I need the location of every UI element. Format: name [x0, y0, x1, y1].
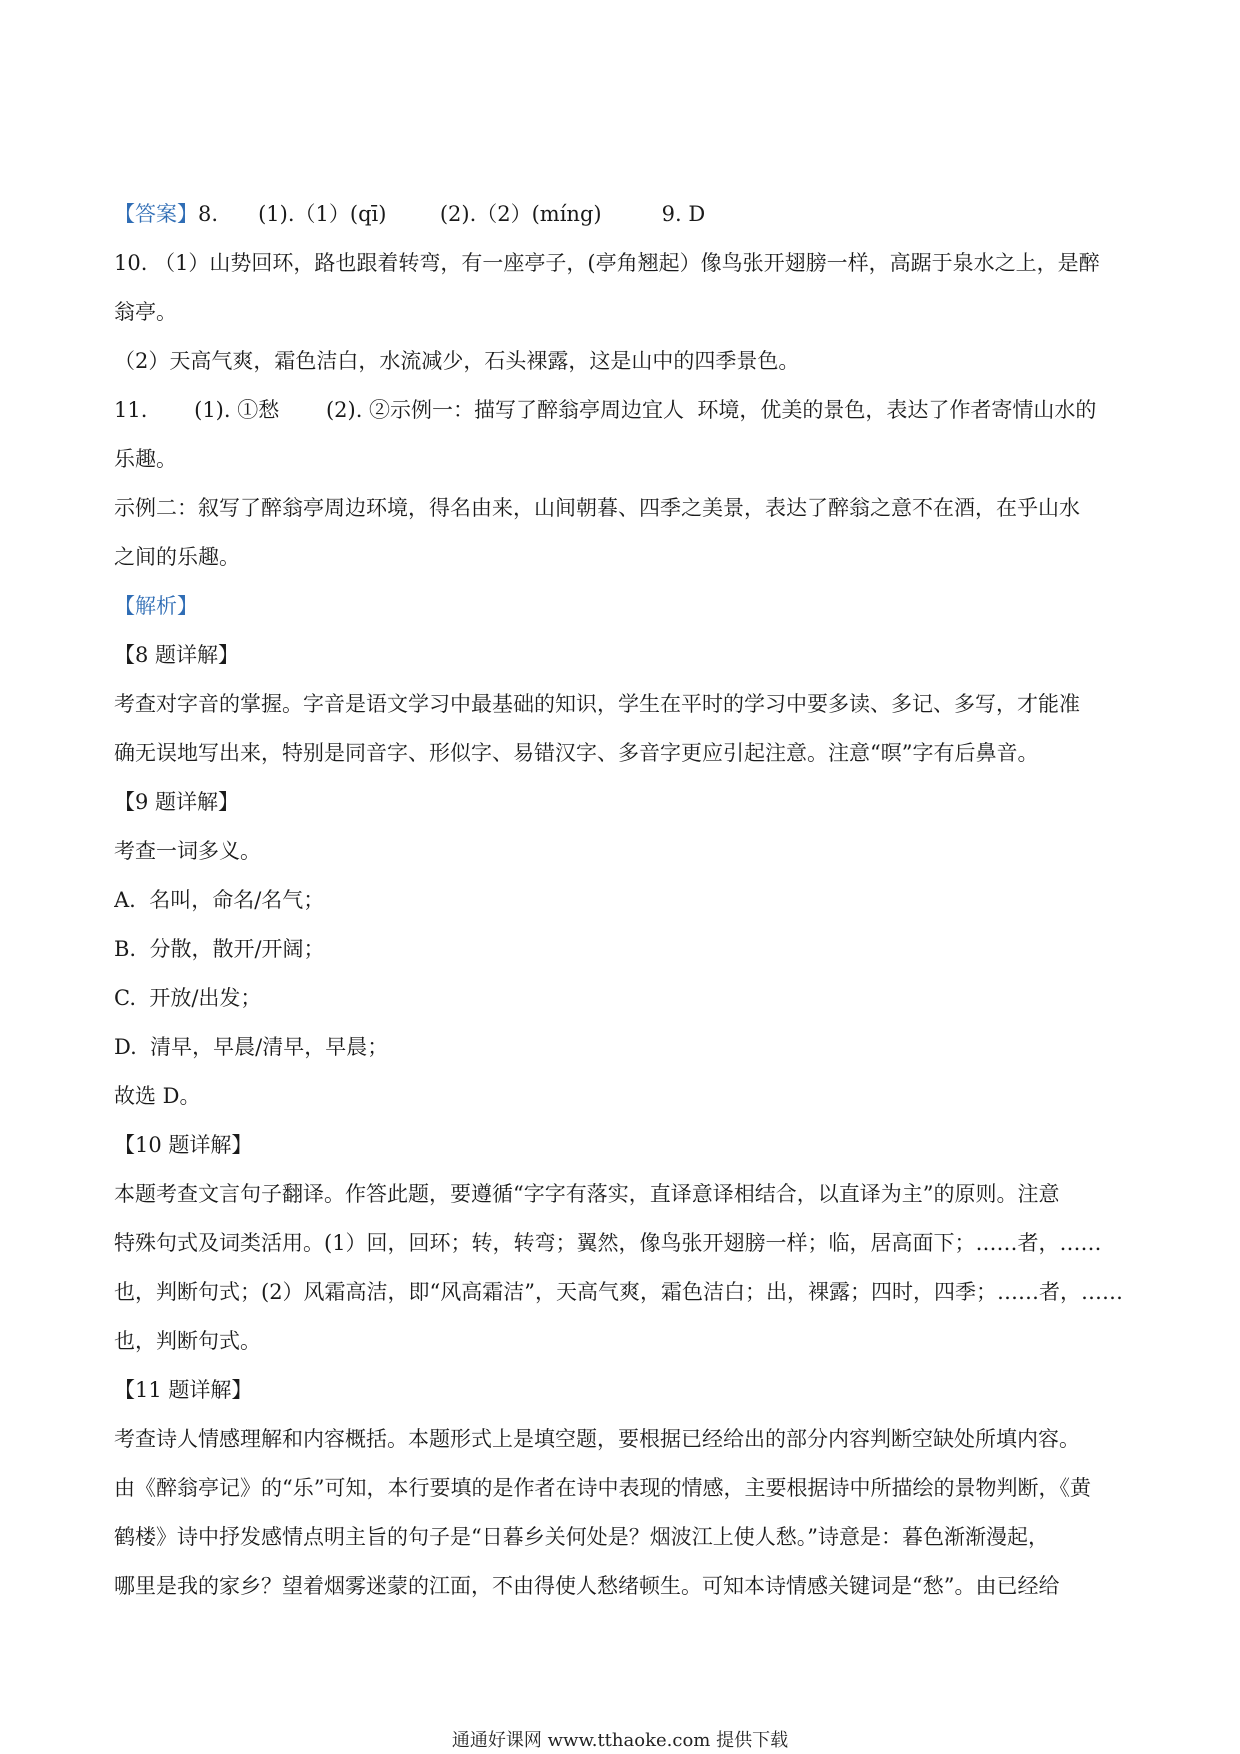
text-line: 也，判断句式。 [114, 1329, 261, 1353]
text-line: 之间的乐趣。 [114, 545, 240, 569]
text-line: 乐趣。 [114, 447, 177, 471]
text-line: 考查一词多义。 [114, 839, 261, 863]
section-label: 【解析】 [114, 594, 198, 618]
text-line: 翁亭。 [114, 300, 177, 324]
answer-content [114, 200, 1134, 1621]
line-text: 8. (1).（1）(qī) (2).（2）(míng) 9. D [198, 202, 706, 226]
text-line: 本题考查文言句子翻译。作答此题，要遵循“字字有落实，直译意译相结合，以直译为主”的原则。注意 [114, 1182, 1060, 1206]
text-line: （2）天高气爽，霜色洁白，水流减少，石头裸露，这是山中的四季景色。 [114, 349, 800, 373]
text-line: 哪里是我的家乡？望着烟雾迷蒙的江面，不由得使人愁绪顿生。可知本诗情感关键词是“愁”。由已经给 [114, 1574, 1060, 1598]
text-line: 故选 D。 [114, 1084, 201, 1108]
page-footer: 通通好课网 www.tthaoke.com 提供下载 [451, 1730, 789, 1751]
text-line: 特殊句式及词类活用。(1）回，回环；转，转弯；翼然，像鸟张开翅膀一样；临，居高面下；……者，…… [114, 1231, 1102, 1255]
text-line: 确无误地写出来，特别是同音字、形似字、易错汉字、多音字更应引起注意。注意“暝”字有后鼻音。 [114, 741, 1039, 765]
text-line: D. 清早，早晨/清早，早晨； [114, 1035, 389, 1059]
text-line: 11. (1). ①愁 (2). ②示例一：描写了醉翁亭周边宜人 环境，优美的景色，表达了作者寄情山水的 [114, 398, 1097, 422]
text-line: 示例二：叙写了醉翁亭周边环境，得名由来，山间朝暮、四季之美景，表达了醉翁之意不在酒，在乎山水 [114, 496, 1080, 520]
text-line: 考查诗人情感理解和内容概括。本题形式上是填空题，要根据已经给出的部分内容判断空缺处所填内容。 [114, 1427, 1080, 1451]
text-line: 【8 题详解】 [114, 643, 240, 667]
text-line: 10. （1）山势回环，路也跟着转弯，有一座亭子，(亭角翘起）像鸟张开翅膀一样，高踞于泉水之上，是醉 [114, 251, 1100, 275]
text-line: C. 开放/出发； [114, 986, 262, 1010]
text-line: 考查对字音的掌握。字音是语文学习中最基础的知识，学生在平时的学习中要多读、多记、多写，才能准 [114, 692, 1080, 716]
text-line: 由《醉翁亭记》的“乐”可知，本行要填的是作者在诗中表现的情感，主要根据诗中所描绘的景物判断，《黄 [114, 1476, 1091, 1500]
text-line: 【11 题详解】 [114, 1378, 253, 1402]
text-line: A. 名叫，命名/名气； [114, 888, 325, 912]
text-line: B. 分散，散开/开阔； [114, 937, 325, 961]
text-line [114, 200, 1134, 249]
text-line: 鹤楼》诗中抒发感情点明主旨的句子是“日暮乡关何处是？烟波江上使人愁。”诗意是：暮色渐渐漫起， [114, 1525, 1049, 1549]
section-label: 【答案】 [114, 202, 198, 226]
text-line: 【9 题详解】 [114, 790, 240, 814]
text-line: 【10 题详解】 [114, 1133, 253, 1157]
text-line: 也，判断句式；(2）风霜高洁，即“风高霜洁”，天高气爽，霜色洁白；出，裸露；四时，四季；……者，…… [114, 1280, 1124, 1304]
text-line [114, 592, 1134, 641]
